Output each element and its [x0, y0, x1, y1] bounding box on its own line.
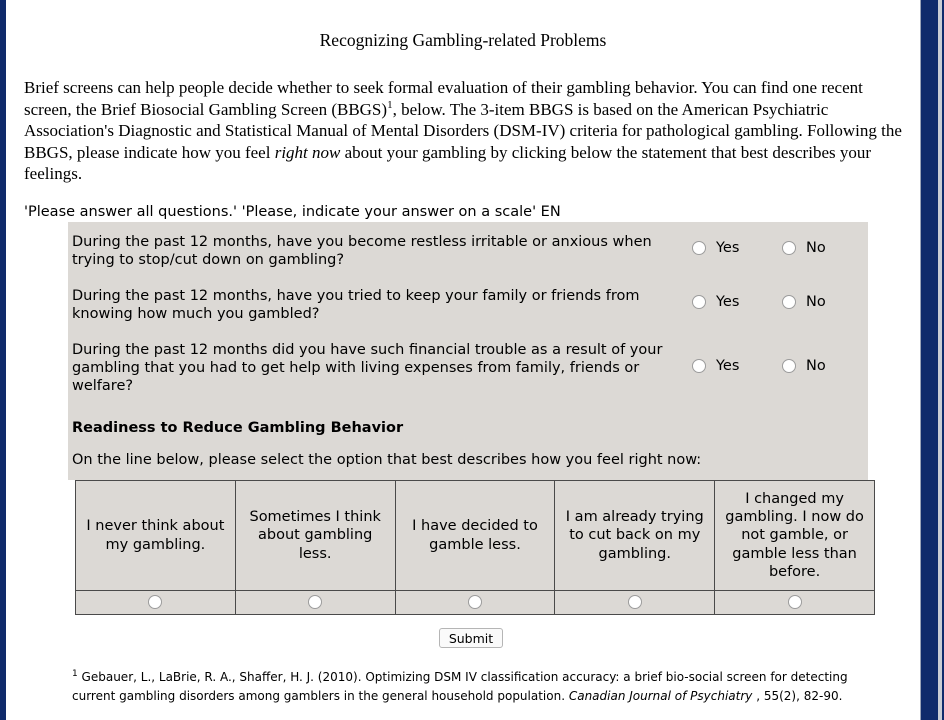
scale-option-2-radio[interactable]	[308, 595, 322, 609]
intro-text-2: , below. The 3-item BBGS is based on the American Psychiatric Association's Diagnostic and Statistical Manual of Mental Disorders (DSM-IV) criteria for pathological gambling. Following the BBGS, please indicate how you feel	[24, 99, 902, 162]
question-1-yes-option[interactable]	[692, 240, 739, 256]
window-edge	[921, 0, 944, 720]
question-1-no-option[interactable]	[782, 240, 826, 256]
intro-text-1: Brief screens can help people decide whether to seek formal evaluation of their gambling behavior. You can find one recent screen, the Brief Biosocial Gambling Screen (BBGS)	[24, 78, 863, 119]
scrollbar-edge	[938, 0, 942, 720]
scale-option-5-cell[interactable]	[715, 591, 875, 615]
question-2-no-radio[interactable]	[782, 295, 796, 309]
scale-option-3-label: I have decided to gamble less.	[395, 481, 555, 591]
question-3-yes-label: Yes	[716, 358, 740, 374]
instructions: 'Please answer all questions.' 'Please, indicate your answer on a scale' EN	[24, 204, 561, 220]
scale-option-4-label: I am already trying to cut back on my gambling.	[555, 481, 715, 591]
scale-option-4-cell[interactable]	[555, 591, 715, 615]
scale-option-3-cell[interactable]	[395, 591, 555, 615]
scale-labels-row	[76, 481, 875, 591]
question-1-yes-label: Yes	[716, 240, 740, 256]
question-1-no-radio[interactable]	[782, 241, 796, 255]
scale-option-1-label: I never think about my gambling.	[76, 481, 236, 591]
question-2-yes-option[interactable]	[692, 294, 739, 310]
readiness-scale-table	[75, 480, 875, 615]
scale-option-3-radio[interactable]	[468, 595, 482, 609]
intro-paragraph	[24, 77, 904, 185]
question-2-yes-label: Yes	[716, 294, 740, 310]
page-title: Recognizing Gambling-related Problems	[319, 30, 607, 50]
scale-option-2-cell[interactable]	[235, 591, 395, 615]
question-2-yes-radio[interactable]	[692, 295, 706, 309]
scale-option-1-cell[interactable]	[76, 591, 236, 615]
scale-option-1-radio[interactable]	[148, 595, 162, 609]
scale-radios-row	[76, 591, 875, 615]
scale-option-4-radio[interactable]	[628, 595, 642, 609]
footnote-citation: , 55(2), 82-90.	[752, 689, 843, 703]
readiness-description: On the line below, please select the option that best describes how you feel right now:	[72, 452, 702, 468]
submit-button[interactable]: Submit	[439, 628, 503, 648]
question-1-yes-radio[interactable]	[692, 241, 706, 255]
question-1-text: During the past 12 months, have you become restless irritable or anxious when trying to stop/cut down on gambling?	[72, 234, 652, 268]
scale-option-5-radio[interactable]	[788, 595, 802, 609]
footnote-number: 1	[72, 669, 78, 679]
question-2-text: During the past 12 months, have you tried to keep your family or friends from knowing how much you gambled?	[72, 288, 640, 322]
footnote	[72, 668, 862, 706]
intro-text-3: about your gambling by clicking below the statement that best describes your feelings.	[24, 142, 872, 183]
question-1-no-label: No	[806, 240, 826, 256]
scale-option-2-label: Sometimes I think about gambling less.	[235, 481, 395, 591]
question-2-no-option[interactable]	[782, 294, 826, 310]
footnote-ref: 1	[387, 98, 393, 111]
question-3-yes-option[interactable]	[692, 358, 739, 374]
question-3-no-option[interactable]	[782, 358, 826, 374]
footnote-text: Gebauer, L., LaBrie, R. A., Shaffer, H. J. (2010). Optimizing DSM IV classification accuracy: a brief bio-social screen for detecting current gambling disorders among gamblers in the general household population.	[72, 670, 848, 703]
scale-option-5-label: I changed my gambling. I now do not gamble, or gamble less than before.	[715, 481, 875, 591]
footnote-journal: Canadian Journal of Psychiatry	[568, 689, 753, 703]
question-3-no-label: No	[806, 358, 826, 374]
question-3-text: During the past 12 months did you have such financial trouble as a result of your gambling that you had to get help with living expenses from family, friends or welfare?	[72, 342, 663, 394]
intro-emphasis: right now	[274, 142, 341, 162]
question-3-yes-radio[interactable]	[692, 359, 706, 373]
readiness-heading: Readiness to Reduce Gambling Behavior	[72, 420, 404, 436]
question-2-no-label: No	[806, 294, 826, 310]
survey-page	[6, 0, 921, 720]
question-3-no-radio[interactable]	[782, 359, 796, 373]
